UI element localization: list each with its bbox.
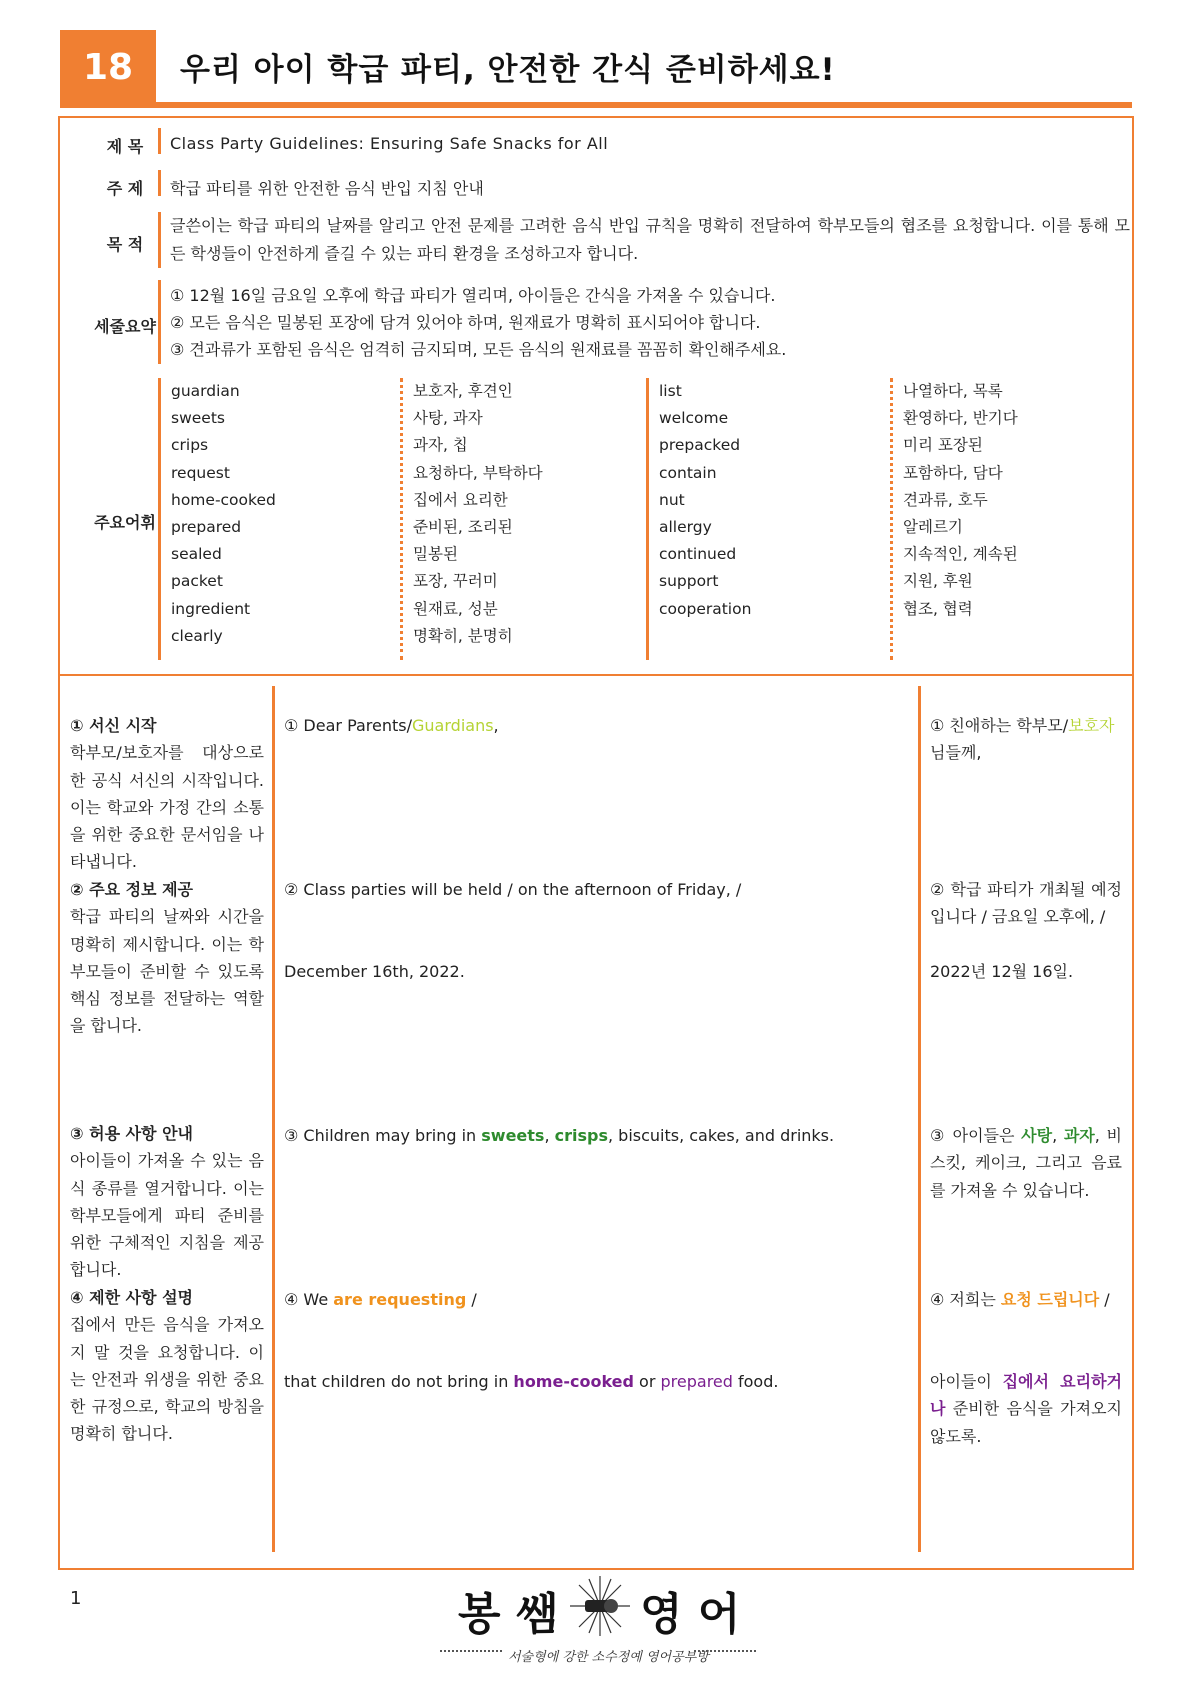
- vocab-word: welcome: [659, 409, 729, 428]
- vocab-word: sealed: [171, 545, 222, 564]
- page-number: 1: [70, 1588, 82, 1609]
- english-sentence-1: [284, 712, 904, 739]
- vocab-meaning: 환영하다, 반기다: [903, 409, 1018, 428]
- vocab-highlight: prepared: [660, 1372, 733, 1391]
- vocab-word: continued: [659, 545, 737, 564]
- sentence-text: ③ Children may bring in: [284, 1126, 482, 1145]
- vocab-highlight: home-cooked: [513, 1372, 634, 1391]
- analysis-block-2: [70, 876, 264, 1040]
- translation-text: ④ 저희는: [930, 1290, 1001, 1309]
- korean-translation-2b: 2022년 12월 16일.: [930, 962, 1074, 981]
- vocab-word: list: [659, 382, 682, 400]
- summary-label: 세줄요약: [94, 317, 156, 336]
- vocab-column-korean-2: [890, 378, 1120, 660]
- vocab-word: contain: [659, 463, 717, 482]
- translation-text: , 비스킷, 케이크, 그리고 음료를 가져올 수 있습니다.: [930, 1126, 1122, 1200]
- analysis-heading: ③ 허용 사항 안내: [70, 1124, 193, 1143]
- subject-label: 주 제: [106, 179, 144, 198]
- summary-line: ① 12월 16일 금요일 오후에 학급 파티가 열리며, 아이들은 간식을 가져올 수 있습니다.: [170, 286, 776, 305]
- vocab-highlight: 요청 드립니다: [1000, 1290, 1100, 1309]
- microphone-icon: [565, 1574, 635, 1638]
- analysis-heading: ① 서신 시작: [70, 716, 157, 735]
- title-value: Class Party Guidelines: Ensuring Safe Snacks for All: [170, 134, 609, 153]
- vocab-meaning: 나열하다, 목록: [903, 382, 1003, 400]
- vocab-meaning: 명확히, 분명히: [413, 626, 513, 645]
- purpose-label: 목 적: [106, 235, 144, 254]
- vocab-highlight: 집에서 요리하거나: [930, 1372, 1122, 1419]
- vocab-column-korean-1: [400, 378, 640, 660]
- translation-text: 준비한 음식을 가져오지 않도록.: [930, 1399, 1122, 1446]
- sentence-text: /: [466, 1290, 477, 1309]
- vocab-meaning: 집에서 요리한: [413, 490, 508, 509]
- tagline-divider-left: [440, 1650, 502, 1652]
- translation-text: ③ 아이들은: [930, 1126, 1022, 1145]
- vocab-word: clearly: [171, 626, 223, 645]
- vocab-meaning: 견과류, 호두: [903, 490, 988, 509]
- vocab-word: request: [171, 463, 230, 482]
- vocab-word: cooperation: [659, 599, 752, 618]
- vocab-word: home-cooked: [171, 490, 276, 509]
- sentence-text: or: [633, 1372, 661, 1391]
- vocab-highlight: 과자: [1063, 1126, 1095, 1145]
- vocab-meaning: 요청하다, 부탁하다: [413, 463, 543, 482]
- korean-translation-4a: [930, 1286, 1122, 1313]
- title-label: 제 목: [106, 137, 144, 156]
- english-sentence-2a: ② Class parties will be held / on the afternoon of Friday, /: [284, 880, 742, 899]
- summary-line: ③ 견과류가 포함된 음식은 엄격히 금지되며, 모든 음식의 원재료를 꼼꼼히 확인해주세요.: [170, 340, 787, 359]
- vocab-word: allergy: [659, 517, 712, 536]
- column-divider-left: [272, 686, 275, 1552]
- vocab-meaning: 지원, 후원: [903, 572, 973, 591]
- analysis-text: 아이들이 가져올 수 있는 음식 종류를 열거합니다. 이는 학부모들에게 파티 준비를 위한 구체적인 지침을 제공합니다.: [70, 1151, 264, 1280]
- column-divider-right: [918, 686, 921, 1552]
- translation-text: ① 친애하는 학부모/: [930, 716, 1069, 735]
- vocab-column-english-2: [646, 378, 886, 660]
- korean-translation-2a: ② 학급 파티가 개최될 예정입니다 / 금요일 오후에, /: [930, 880, 1122, 927]
- vocab-meaning: 미리 포장된: [903, 436, 983, 455]
- sentence-text: ,: [493, 716, 499, 735]
- vocab-meaning: 원재료, 성분: [413, 599, 498, 618]
- vocab-meaning: 과자, 칩: [413, 436, 468, 455]
- vocab-word: crips: [171, 436, 209, 455]
- lesson-number: 18: [60, 30, 156, 104]
- summary-line: ② 모든 음식은 밀봉된 포장에 담겨 있어야 하며, 원재료가 명확히 표시되어야 합니다.: [170, 313, 761, 332]
- vocab-word: guardian: [171, 382, 240, 400]
- translation-text: 님들께,: [930, 743, 982, 763]
- vocab-meaning: 밀봉된: [413, 545, 458, 564]
- vocab-highlight: crisps: [554, 1126, 608, 1145]
- translation-text: /: [1099, 1290, 1110, 1309]
- sentence-text: ,: [544, 1126, 555, 1145]
- translation-text: 아이들이: [930, 1372, 1003, 1391]
- translation-text: ,: [1052, 1126, 1064, 1145]
- tagline-divider-right: [694, 1650, 756, 1652]
- analysis-block-3: [70, 1120, 264, 1284]
- title-divider: [158, 128, 161, 154]
- vocab-word: support: [659, 572, 719, 591]
- vocab-word: prepared: [171, 517, 242, 536]
- vocab-word: ingredient: [171, 599, 251, 618]
- page-title: 우리 아이 학급 파티, 안전한 간식 준비하세요!: [180, 52, 836, 88]
- logo-text-right: 영 어: [640, 1589, 741, 1640]
- analysis-heading: ② 주요 정보 제공: [70, 880, 193, 899]
- vocab-meaning: 보호자, 후견인: [413, 382, 513, 400]
- analysis-text: 집에서 만든 음식을 가져오지 말 것을 요청합니다. 이는 안전과 위생을 위한 중요한 규정으로, 학교의 방침을 명확히 합니다.: [70, 1315, 264, 1444]
- vocab-meaning: 준비된, 조리된: [413, 517, 513, 536]
- korean-translation-1: [930, 712, 1122, 767]
- english-sentence-4a: [284, 1286, 904, 1313]
- english-sentence-4b: [284, 1368, 904, 1395]
- tagline: 서술형에 강한 소수정예 영어공부방: [508, 1650, 709, 1665]
- korean-translation-4b: [930, 1368, 1122, 1450]
- vocab-word: nut: [659, 490, 685, 509]
- english-sentence-3: [284, 1122, 904, 1149]
- analysis-text: 학급 파티의 날짜와 시간을 명확히 제시합니다. 이는 학부모들이 준비할 수 있도록 핵심 정보를 전달하는 역할을 합니다.: [70, 907, 264, 1036]
- korean-translation-3: [930, 1122, 1122, 1204]
- summary-divider: [158, 280, 161, 364]
- vocab-meaning: 지속적인, 계속된: [903, 545, 1018, 564]
- english-sentence-2b: December 16th, 2022.: [284, 962, 465, 981]
- vocab-meaning: 사탕, 과자: [413, 409, 483, 428]
- vocab-highlight: sweets: [481, 1126, 545, 1145]
- summary-list: [170, 282, 786, 363]
- vocab-meaning: 알레르기: [903, 517, 963, 536]
- purpose-divider: [158, 212, 161, 268]
- vocab-meaning: 포장, 꾸러미: [413, 572, 498, 591]
- analysis-heading: ④ 제한 사항 설명: [70, 1288, 193, 1307]
- analysis-text: 학부모/보호자를 대상으로 한 공식 서신의 시작입니다. 이는 학교와 가정 간의 소통을 위한 중요한 문서임을 나타냅니다.: [70, 743, 264, 872]
- vocab-highlight: 사탕: [1021, 1126, 1053, 1145]
- vocab-column-english-1: [158, 378, 398, 660]
- analysis-block-4: [70, 1284, 264, 1448]
- sentence-text: that children do not bring in: [284, 1372, 514, 1391]
- vocab-highlight: 보호자: [1068, 716, 1115, 735]
- vocab-highlight: are requesting: [333, 1290, 467, 1309]
- logo-text-left: 봉 쌤: [458, 1589, 559, 1640]
- sentence-text: food.: [732, 1372, 779, 1391]
- sentence-text: , biscuits, cakes, and drinks.: [607, 1126, 835, 1145]
- vocab-word: prepacked: [659, 436, 741, 455]
- vocab-label: 주요어휘: [94, 513, 156, 532]
- vocab-word: sweets: [171, 409, 225, 428]
- sentence-text: ④ We: [284, 1290, 334, 1309]
- purpose-value: 글쓴이는 학급 파티의 날짜를 알리고 안전 문제를 고려한 음식 반입 규칙을 명확히 전달하여 학부모들의 협조를 요청합니다. 이를 통해 모든 학생들이 안전하게 즐길 수 있는 파티 환경을 조성하고자 합니다.: [170, 216, 1130, 263]
- vocab-word: packet: [171, 572, 223, 591]
- analysis-block-1: [70, 712, 264, 876]
- subject-divider: [158, 170, 161, 196]
- vocab-meaning: 협조, 협력: [903, 599, 973, 618]
- sentence-text: ① Dear Parents/: [284, 716, 413, 735]
- subject-value: 학급 파티를 위한 안전한 음식 반입 지침 안내: [170, 179, 484, 198]
- vocab-meaning: 포함하다, 담다: [903, 463, 1003, 482]
- header-rule: [60, 102, 1132, 108]
- vocab-highlight: Guardians: [412, 716, 494, 735]
